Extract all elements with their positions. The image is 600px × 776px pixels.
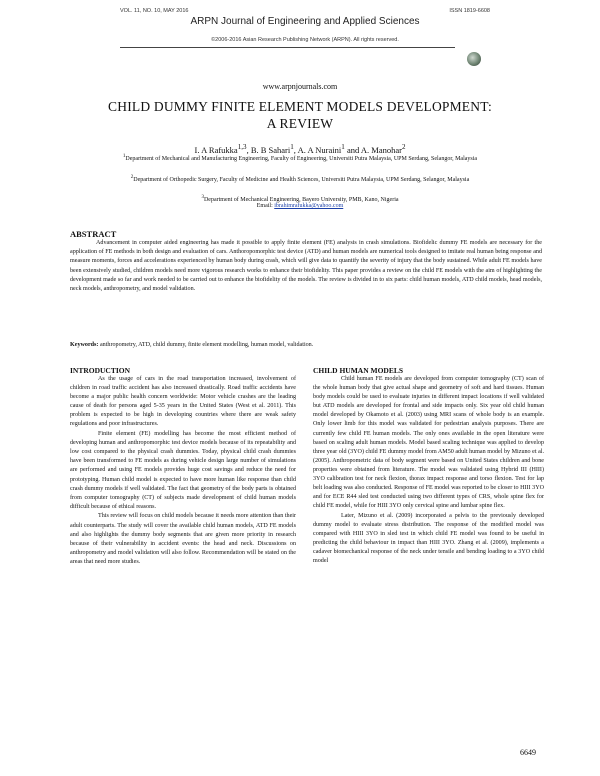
author-name: , A. A Nuraini bbox=[293, 144, 342, 155]
email-label: Email: bbox=[256, 203, 275, 209]
title-line-2: A REVIEW bbox=[266, 116, 334, 131]
author-name: , B. B Sahari bbox=[246, 144, 291, 155]
page-number: 6649 bbox=[520, 748, 536, 757]
journal-logo-icon bbox=[467, 52, 481, 66]
affiliation-2: $^2$Department of Orthopedic Surgery, Faculty of Medicine and Health Sciences, Universiti Putra Malaysia, UPM Serdang, Selangor, Malaysia bbox=[130, 175, 470, 183]
affiliation-3: $^3$Department of Mechanical Engineering, Bayero University, PMB, Kano, Nigeria bbox=[201, 195, 399, 203]
header-divider bbox=[120, 47, 455, 48]
author-name: and A. Manohar bbox=[344, 144, 402, 155]
author-affil-mark: 1 bbox=[290, 143, 294, 151]
email-link[interactable]: ibrahimrafukka@yahoo.com bbox=[274, 203, 344, 209]
issn: ISSN 1819-6608 bbox=[449, 8, 490, 14]
journal-website[interactable]: www.arpnjournals.com bbox=[262, 82, 338, 91]
author-affil-mark: 2 bbox=[401, 143, 406, 151]
child-human-models-column bbox=[313, 375, 544, 567]
affiliation-1: $^1$Department of Mechanical and Manufacturing Engineering, Faculty of Engineering, Universiti Putra Malaysia, UPM Serdang, Selangor, Malaysia bbox=[122, 154, 478, 162]
author-name: I. A Rafukka bbox=[194, 144, 238, 155]
journal-header-meta bbox=[120, 8, 490, 14]
paragraph: As the usage of cars in the road transportation increased, involvement of children in road traffic accident has also increased drastically. Road traffic accidents have become a major public health concern worldwide: Motor vehicle crashes are the leading cause of death for persons aged 5-35 years in the United States (West et al. 2011). This problem is expected to be high in developing countries where there are weak safety regulations and poor infrastructures. bbox=[70, 376, 296, 428]
author-affil-mark: 1,3 bbox=[237, 143, 247, 151]
abstract-heading: ABSTRACT bbox=[70, 229, 117, 239]
paragraph: Finite element (FE) modelling has become the most efficient method of developing human and anthropomorphic test device models because of its repeatability and low cost compared to the physical crash dummies. Today, physical child crash dummies have been transformed to FE models as during vehicle design large number of simulations are performed and using FE models provides huge cost savings and reduce the need for prototyping. Human child model is expected to have more human like response than child crash dummy models if well validated. The fact that geometry of the body parts is obtained from computer tomography (CT) of subjects made development of child human models difficult because of ethical reasons. bbox=[70, 431, 296, 510]
introduction-heading: INTRODUCTION bbox=[70, 366, 131, 375]
paragraph: This review will focus on child models because it needs more attention than their adult counterparts. The study will cover the available child human models, ATD FE models and also highlights the dummy body segments that are given more priority in research because of their vulnerability in accident events: the head and neck. Discussions on anthropometry and model validation will also follow. Recommendation will be stated on the areas that need more studies. bbox=[70, 513, 296, 565]
paragraph: Later, Mizuno et al. (2009) incorporated a pelvis to the previously developed dummy model to evaluate stress distribution. The response of the modified model was compared with HIII 3YO in sled test in which child FE model was found to be useful in predicting the child behaviour in impact than HIII 3YO. Zhang et al. (2009), implements a cadaver biomechanical response of the neck under tensile and bending loading to a 3YO child model bbox=[313, 512, 544, 565]
title-line-1: CHILD DUMMY FINITE ELEMENT MODELS DEVELOPMENT: bbox=[108, 99, 492, 114]
copyright-notice: ©2006-2016 Asian Research Publishing Network (ARPN). All rights reserved. bbox=[211, 37, 399, 43]
paper-title bbox=[40, 98, 560, 132]
keywords-label: Keywords: bbox=[70, 342, 99, 348]
abstract-text: Advancement in computer aided engineering has made it possible to apply finite element (FE) analysis in crash simulations. Biofidelic dummy FE models are necessary for the application of FE methods in both design and evaluation of cars. Anthoropomorphic test device (ATD) and human models are numerical tools designed to imitate real human being response and measure moments, forces and accelerations experienced by human body during crash, which will give data to quantify the severity of injury that the body sustained. While adult FE models have been extensively studied, children models need more vigorous research works to enhance their biofidelity. This paper provides a review on the child FE models with the aim of highlighting the development made so far and work needed to be carried out to enhance the biofidelity of the models. The review is divided in to six parts: child human models, ATD child models, head models, neck models, anthropometry, and model validation. bbox=[70, 240, 542, 293]
volume-info: VOL. 11, NO. 10, MAY 2016 bbox=[120, 8, 189, 14]
journal-name: ARPN Journal of Engineering and Applied Sciences bbox=[190, 16, 420, 27]
corresponding-email bbox=[0, 203, 600, 209]
author-affil-mark: 1 bbox=[341, 143, 345, 151]
keywords bbox=[70, 342, 542, 348]
introduction-column bbox=[70, 375, 296, 567]
child-human-models-heading: CHILD HUMAN MODELS bbox=[313, 366, 404, 375]
paragraph: Child human FE models are developed from computer tomography (CT) scan of the whole human body that give actual shape and geometry of soft and hard tissues. Human body models could be used to evaluate injuries in different impact locations if well validated but ATD models are developed for frontal and side impacts only. Six year old child human model developed by Okamoto et al. (2003) using MRI scans of whole body is an example. Only lower limb for this model was validated for pedestrian analysis purposes. There are currently few child FE human models. The only ones available in the open literature were based on scaling adult human models. Model based scaling technique was applied to develop three year old (3YO) child FE dummy model from AM50 adult human model by Mizuno et al. (2005). Anthropometric data of body segment were based on United States children and bone properties were obtained from literature. The model was validated using Hybrid III (HIII) 3YO calibration test for neck flexion, thorax impact response and torso flexion. Test for lap belt loading was also conducted. Response of FE model was reported to be closer to HIII 3YO and for ECE R44 sled test conducted using two different types of CRS, whole spine flex for child FE model, while for HIII 3YO only cervical spine and lumbar spine flex. bbox=[313, 376, 544, 510]
keywords-text: anthropometry, ATD, child dummy, finite element modelling, human model, validation. bbox=[98, 342, 314, 348]
